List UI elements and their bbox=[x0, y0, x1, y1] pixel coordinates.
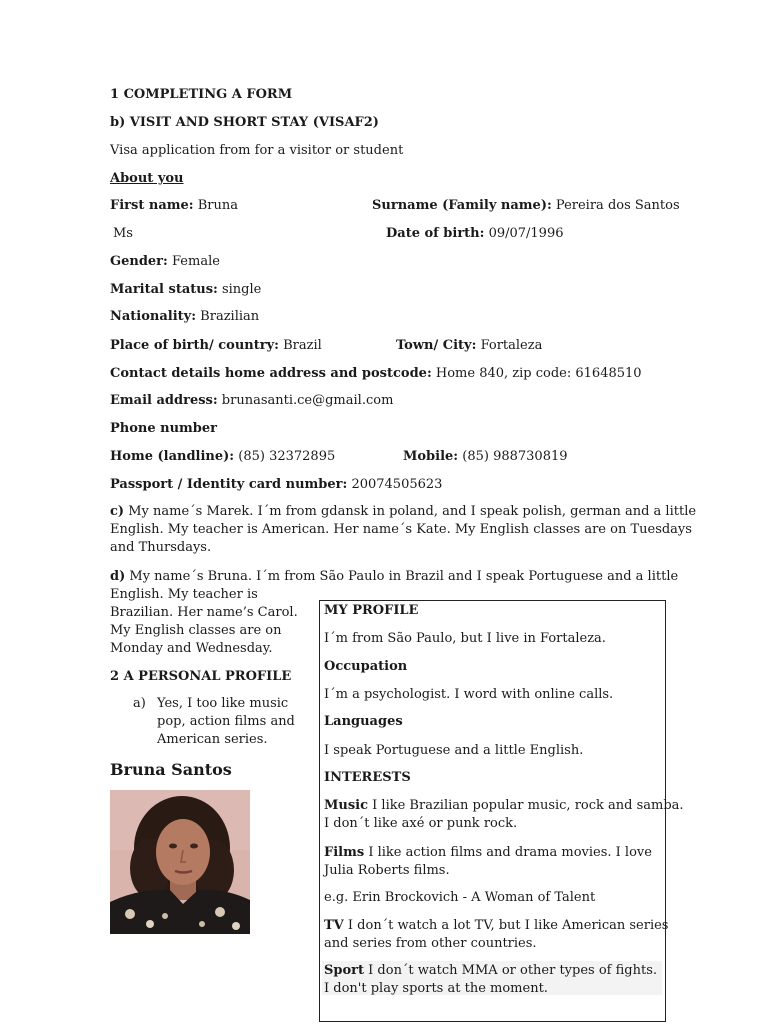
contact-details-field: Contact details home address and postcode: Home 840, zip code: 61648510 bbox=[110, 366, 642, 381]
section-heading-personal-profile: 2 A PERSONAL PROFILE bbox=[110, 669, 292, 684]
person-name-heading: Bruna Santos bbox=[110, 760, 232, 779]
paragraph-d-line5: Monday and Wednesday. bbox=[110, 641, 273, 656]
surname-field: Surname (Family name): Pereira dos Santos bbox=[372, 198, 680, 213]
paragraph-d-line4: My English classes are on bbox=[110, 623, 282, 638]
sport-line1: Sport I don´t watch MMA or other types of fights. bbox=[324, 963, 658, 978]
music-line1: Music I like Brazilian popular music, rock and samba. bbox=[324, 798, 684, 813]
profile-location: I´m from São Paulo, but I live in Fortaleza. bbox=[324, 631, 606, 646]
my-profile-box bbox=[319, 600, 684, 1022]
town-field: Town/ City: Fortaleza bbox=[396, 338, 543, 353]
phone-number-heading: Phone number bbox=[110, 421, 218, 436]
tv-line2: and series from other countries. bbox=[324, 936, 537, 951]
item-a-line2: pop, action films and bbox=[157, 714, 295, 729]
music-line2: I don´t like axé or punk rock. bbox=[324, 816, 518, 831]
paragraph-c-line3: and Thursdays. bbox=[110, 540, 212, 555]
paragraph-c-line1: c) My name´s Marek. I´m from gdansk in poland, and I speak polish, german and a little bbox=[110, 504, 697, 519]
languages-heading: Languages bbox=[324, 714, 403, 729]
nationality-field: Nationality: Brazilian bbox=[110, 309, 260, 324]
birth-country-field: Place of birth/ country: Brazil bbox=[110, 338, 322, 353]
films-line1: Films I like action films and drama movies. I love bbox=[324, 845, 652, 860]
passport-field: Passport / Identity card number: 20074505623 bbox=[110, 477, 443, 492]
sport-line2: I don't play sports at the moment. bbox=[324, 981, 548, 996]
languages-text: I speak Portuguese and a little English. bbox=[324, 743, 584, 758]
item-a-line1: Yes, I too like music bbox=[157, 696, 289, 711]
occupation-text: I´m a psychologist. I word with online calls. bbox=[324, 687, 614, 702]
films-line2: Julia Roberts films. bbox=[324, 863, 450, 878]
first-name-field: First name: Bruna bbox=[110, 198, 238, 213]
profile-title: MY PROFILE bbox=[324, 603, 419, 618]
item-a-label: a) bbox=[133, 696, 146, 711]
item-a-line3: American series. bbox=[157, 732, 268, 747]
gender-field: Gender: Female bbox=[110, 254, 220, 269]
home-phone-field: Home (landline): (85) 32372895 bbox=[110, 449, 336, 464]
section-heading-completing-form: 1 COMPLETING A FORM bbox=[110, 87, 293, 102]
mobile-phone-field: Mobile: (85) 988730819 bbox=[403, 449, 568, 464]
paragraph-c-line2: English. My teacher is American. Her name´s Kate. My English classes are on Tuesdays bbox=[110, 522, 692, 537]
marital-status-field: Marital status: single bbox=[110, 282, 262, 297]
interests-heading: INTERESTS bbox=[324, 770, 411, 785]
dob-field: Date of birth: 09/07/1996 bbox=[386, 226, 564, 241]
occupation-heading: Occupation bbox=[324, 659, 408, 674]
films-example: e.g. Erin Brockovich - A Woman of Talent bbox=[324, 890, 596, 905]
form-subtitle: Visa application from for a visitor or student bbox=[110, 143, 404, 158]
title-field: Ms bbox=[113, 226, 133, 241]
email-field: Email address: brunasanti.ce@gmail.com bbox=[110, 393, 394, 408]
tv-line1: TV I don´t watch a lot TV, but I like American series bbox=[324, 918, 669, 933]
paragraph-d-line3: Brazilian. Her name’s Carol. bbox=[110, 605, 298, 620]
about-you-heading: About you bbox=[110, 171, 184, 186]
paragraph-d-line2: English. My teacher is bbox=[110, 587, 258, 602]
section-heading-visit: b) VISIT AND SHORT STAY (VISAF2) bbox=[110, 115, 379, 130]
profile-photo bbox=[110, 790, 250, 934]
paragraph-d-line1: d) My name´s Bruna. I´m from São Paulo in Brazil and I speak Portuguese and a little bbox=[110, 569, 679, 584]
